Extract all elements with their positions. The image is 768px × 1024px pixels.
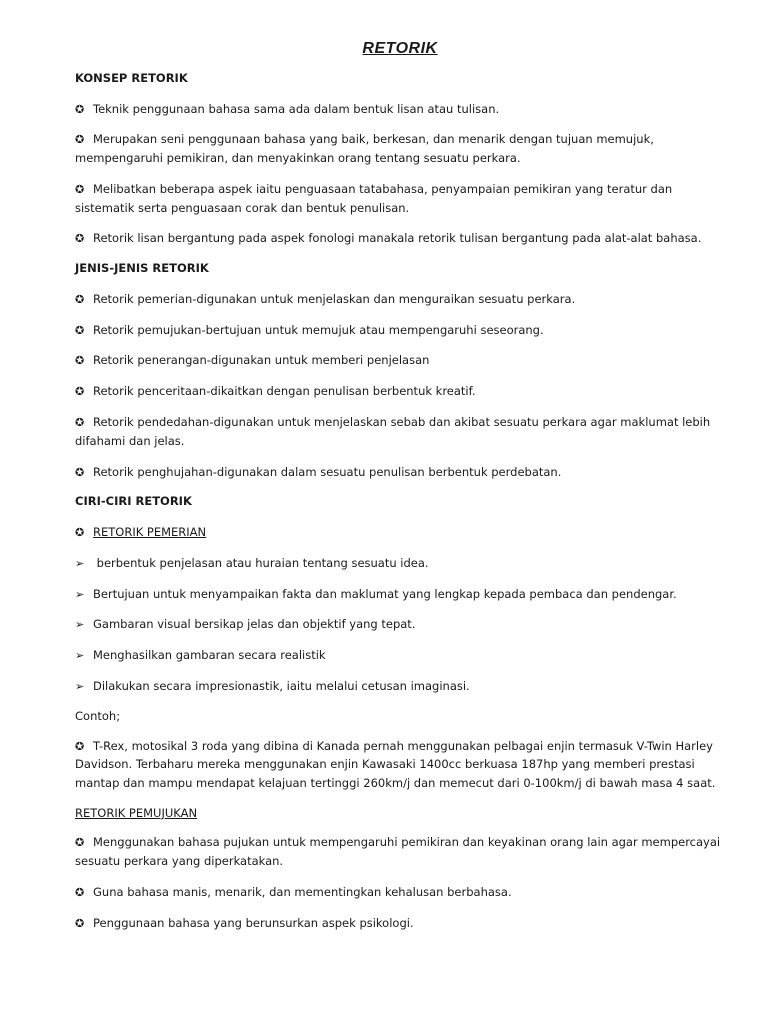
list-item: ✪ Retorik penerangan-digunakan untuk memberi penjelasan — [75, 351, 725, 370]
arrow-bullet-icon: ➢ — [75, 556, 85, 570]
list-item: ✪ Melibatkan beberapa aspek iaitu penguasaan tatabahasa, penyampaian pemikiran yang teratur dan sistematik serta penguasaan corak dan bentuk penulisan. — [75, 181, 673, 215]
list-item: ✪ Retorik pemujukan-bertujuan untuk memujuk atau mempengaruhi seseorang. — [75, 321, 725, 340]
circle-bullet-icon: ✪ — [75, 182, 85, 196]
section-heading-konsep: KONSEP RETORIK — [75, 71, 188, 85]
list-item: ✪ Retorik lisan bergantung pada aspek fonologi manakala retorik tulisan bergantung pada alat-alat bahasa. — [75, 229, 725, 248]
list-item: ➢ Bertujuan untuk menyampaikan fakta dan maklumat yang lengkap kepada pembaca dan pendengar. — [75, 585, 725, 604]
document-title: RETORIK — [362, 40, 438, 57]
arrow-bullet-icon: ➢ — [75, 680, 85, 694]
list-item: ✪ Retorik penghujahan-digunakan dalam sesuatu penulisan berbentuk perdebatan. — [75, 463, 725, 482]
contoh-label: Contoh; — [75, 708, 121, 723]
list-item: ✪ Penggunaan bahasa yang berunsurkan aspek psikologi. — [75, 914, 725, 933]
circle-bullet-icon: ✪ — [75, 416, 85, 430]
circle-bullet-icon: ✪ — [75, 292, 85, 306]
arrow-bullet-icon: ➢ — [75, 587, 85, 601]
list-item: ➢ Dilakukan secara impresionastik, iaitu melalui cetusan imaginasi. — [75, 677, 725, 696]
circle-bullet-icon: ✪ — [75, 354, 85, 368]
circle-bullet-icon: ✪ — [75, 102, 85, 116]
circle-bullet-icon: ✪ — [75, 885, 85, 899]
circle-bullet-icon: ✪ — [75, 323, 85, 337]
list-item: ➢ Menghasilkan gambaran secara realistik — [75, 646, 725, 665]
circle-bullet-icon: ✪ — [75, 526, 85, 540]
list-item: ✪ Merupakan seni penggunaan bahasa yang baik, berkesan, dan menarik dengan tujuan memujuk, mempengaruhi pemikiran, dan menyakinkan orang tentang sesuatu perkara. — [75, 132, 654, 166]
list-item: ✪ Retorik pemerian-digunakan untuk menjelaskan dan menguraikan sesuatu perkara. — [75, 290, 725, 309]
subsection-label-pemerian: RETORIK PEMERIAN — [93, 525, 207, 540]
list-item: ➢ berbentuk penjelasan atau huraian tentang sesuatu idea. — [75, 554, 725, 573]
circle-bullet-icon: ✪ — [75, 739, 85, 753]
circle-bullet-icon: ✪ — [75, 385, 85, 399]
list-item: ➢ Gambaran visual bersikap jelas dan objektif yang tepat. — [75, 615, 725, 634]
section-heading-ciri: CIRI-CIRI RETORIK — [75, 494, 192, 509]
circle-bullet-icon: ✪ — [75, 133, 85, 147]
list-item: ✪ Retorik penceritaan-dikaitkan dengan penulisan berbentuk kreatif. — [75, 382, 725, 401]
circle-bullet-icon: ✪ — [75, 465, 85, 479]
arrow-bullet-icon: ➢ — [75, 618, 85, 632]
circle-bullet-icon: ✪ — [75, 836, 85, 850]
document-page — [75, 40, 725, 944]
subsection-label-pemujukan: RETORIK PEMUJUKAN — [75, 805, 198, 820]
list-item: ✪ Teknik penggunaan bahasa sama ada dalam bentuk lisan atau tulisan. — [75, 100, 725, 119]
section-heading-jenis: JENIS-JENIS RETORIK — [75, 261, 209, 276]
contoh-paragraph: ✪ T-Rex, motosikal 3 roda yang dibina di Kanada pernah menggunakan pelbagai enjin termasuk V-Twin Harley Davidson. Terbaharu mereka menggunakan enjin Kawasaki 1400cc berkuasa 187hp yang memberi prestasi mantap dan mampu mendapat kelajuan tertinggi 260km/j dan memecut dari 0-100km/j di bawah masa 4 saat. — [75, 738, 716, 790]
list-item: ✪ Retorik pendedahan-digunakan untuk menjelaskan sebab dan akibat sesuatu perkara agar maklumat lebih difahami dan jelas. — [75, 415, 711, 448]
list-item: ✪ Guna bahasa manis, menarik, dan mementingkan kehalusan berbahasa. — [75, 883, 725, 902]
list-item: ✪ Menggunakan bahasa pujukan untuk mempengaruhi pemikiran dan keyakinan orang lain agar mempercayai sesuatu perkara yang diperkatakan. — [75, 835, 721, 869]
circle-bullet-icon: ✪ — [75, 232, 85, 246]
subsection-pemerian — [75, 523, 725, 542]
arrow-bullet-icon: ➢ — [75, 649, 85, 663]
circle-bullet-icon: ✪ — [75, 916, 85, 930]
